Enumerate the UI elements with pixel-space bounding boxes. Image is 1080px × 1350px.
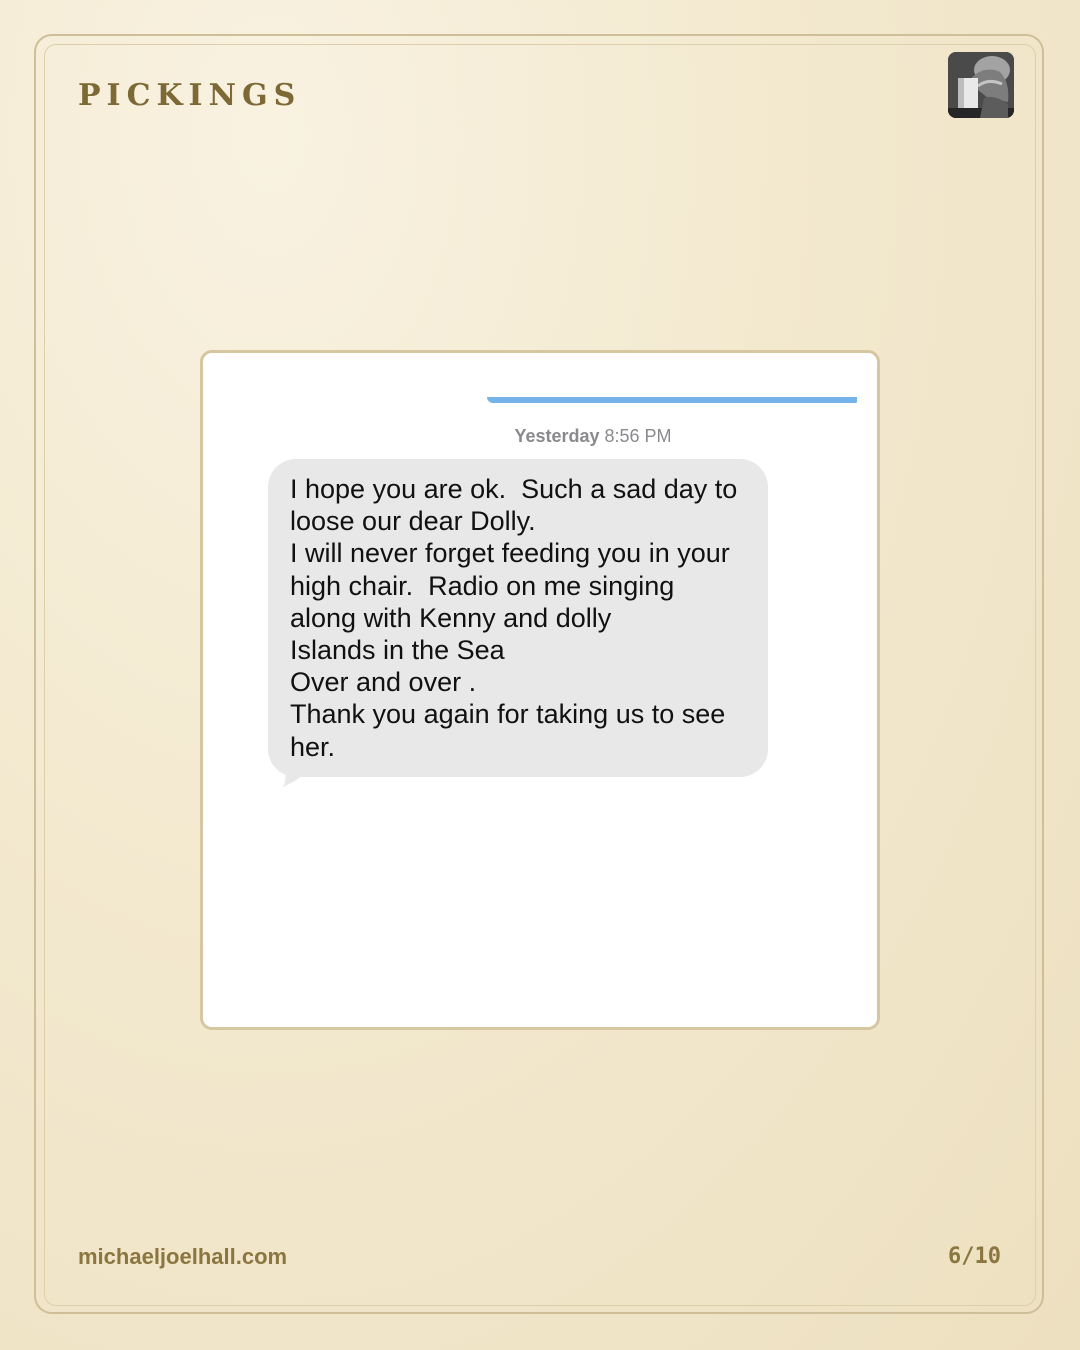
bubble-tail-icon [277,767,311,793]
message-line: her. [290,731,336,762]
received-message-bubble [268,459,768,777]
message-line: along with Kenny and dolly [290,602,612,633]
message-line: Islands in the Sea [290,635,505,666]
message-line: Thank you again for taking us to see [290,699,726,730]
sculpture-photo-icon [948,52,1014,118]
message-line: I will never forget feeding you in your [290,538,730,569]
footer-url[interactable]: michaeljoelhall.com [78,1244,288,1269]
message-screenshot [200,350,880,1030]
message-line: loose our dear Dolly. [290,506,536,537]
page-counter: 6/10 [948,1244,1001,1269]
message-line: I hope you are ok. Such a sad day to [290,474,738,504]
timestamp-day: Yesterday [514,426,600,446]
message-line: Over and over . [290,667,477,698]
message-timestamp [203,425,880,447]
brand-title: PICKINGS [78,78,302,113]
message-line: high chair. Radio on me singing [290,570,675,601]
timestamp-time: 8:56 PM [604,426,672,446]
sent-message-bubble-edge [487,397,857,403]
